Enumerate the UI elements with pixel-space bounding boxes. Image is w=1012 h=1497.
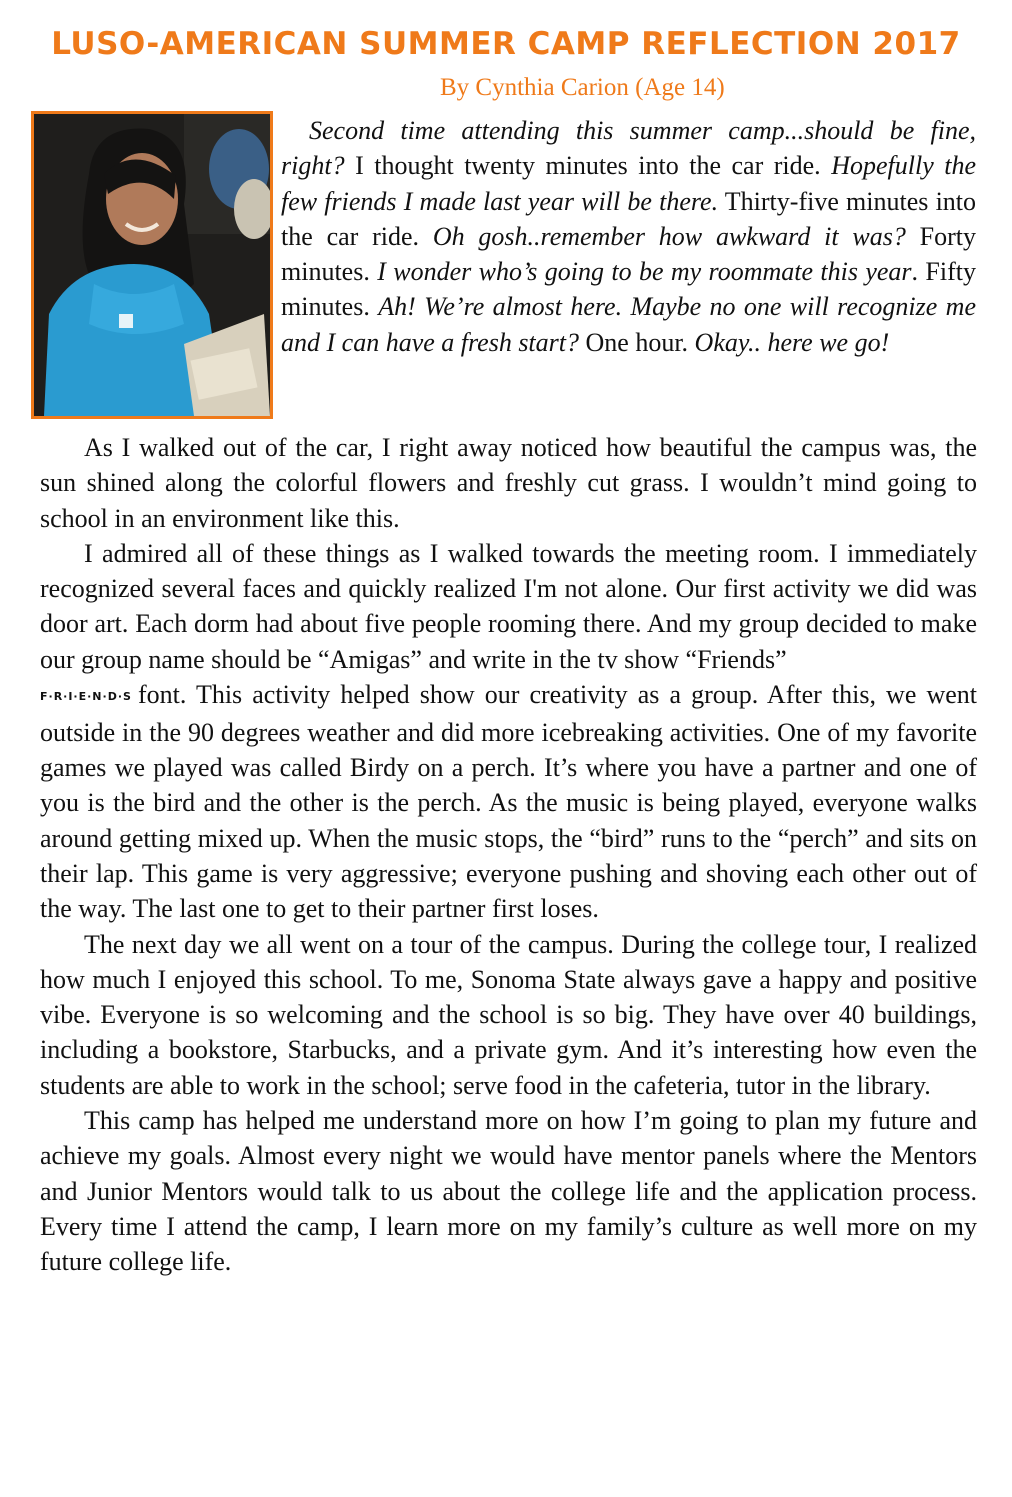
paragraph-campus-tour: The next day we all went on a tour of the campus. During the college tour, I realized how much I enjoyed this school. To me, Sonoma State always gave a happy and positive vibe. Everyone is so welcoming and the school is so big. They have over 40 buildings, including a bookstore, Starbucks, and a private gym. And it’s interesting how even the students are able to work in the school; serve food in the cafeteria, tutor in the library. xyxy=(40,929,977,1100)
paragraph-first-activity-part-2: font. This activity helped show our creativity as a group. After this, we went outside in the 90 degrees weather and did more icebreaking activities. One of my favorite games we played was called Birdy on a perch. It’s where you have a partner and one of you is the bird and the other is the perch. As the music is being played, everyone walks around getting mixed up. When the music stops, the “bird” runs to the “perch” and sits on their lap. This game is very aggressive; everyone pushing and shoving each other out of the way. The last one to get to their partner first loses. xyxy=(40,680,977,924)
author-byline: By Cynthia Carion (Age 14) xyxy=(440,74,725,101)
paragraph-conclusion: This camp has helped me understand more on how I’m going to plan my future and achieve my goals. Almost every night we would have mentor panels where the Mentors and Junior Mentors would talk to us about the college life and the application process. Every time I attend the camp, I learn more on my family’s culture as well more on my future college life. xyxy=(40,1106,977,1277)
intro-narration-3: Forty minutes. xyxy=(281,221,976,287)
author-photo xyxy=(31,111,273,419)
intro-thought-6: Okay.. here we go! xyxy=(694,327,890,357)
intro-paragraph xyxy=(281,113,976,360)
intro-narration-5: One hour. xyxy=(579,327,695,357)
intro-narration-2: Thirty-five minutes into the car ride. xyxy=(281,186,977,251)
intro-thought-4: I wonder who’s going to be my roommate this year xyxy=(377,257,912,287)
friends-logo: F·R·I·E·N·D·S xyxy=(40,690,132,704)
intro-thought-2: Hopefully the few friends I made last year will be there. xyxy=(281,151,976,216)
paragraph-first-activity-continued xyxy=(40,677,977,926)
intro-thought-5: Ah! We’re almost here. Maybe no one will recognize me and I can have a fresh start? xyxy=(281,292,976,357)
page-title: LUSO-AMERICAN SUMMER CAMP REFLECTION 2017 xyxy=(51,26,961,62)
paragraph-first-activity xyxy=(40,536,977,677)
paragraph-first-activity-part-1: I admired all of these things as I walked towards the meeting room. I immediately recognized several faces and quickly realized I'm not alone. Our first activity we did was door art. Each dorm had about five people rooming there. And my group decided to make our group name should be “Amigas” and write in the tv show “Friends” xyxy=(40,538,977,674)
intro-narration-1: I thought twenty minutes into the car ride. xyxy=(344,151,832,181)
intro-narration-4: . Fifty minutes. xyxy=(281,257,976,322)
paragraph-arrival: As I walked out of the car, I right away noticed how beautiful the campus was, the sun shined along the colorful flowers and freshly cut grass. I wouldn’t mind going to school in an environment like this. xyxy=(40,433,977,533)
intro-thought-3: Oh gosh..remember how awkward it was? xyxy=(432,221,906,251)
article-body xyxy=(40,430,977,1280)
intro-thought-1: Second time attending this summer camp...should be fine, right? xyxy=(281,116,976,181)
